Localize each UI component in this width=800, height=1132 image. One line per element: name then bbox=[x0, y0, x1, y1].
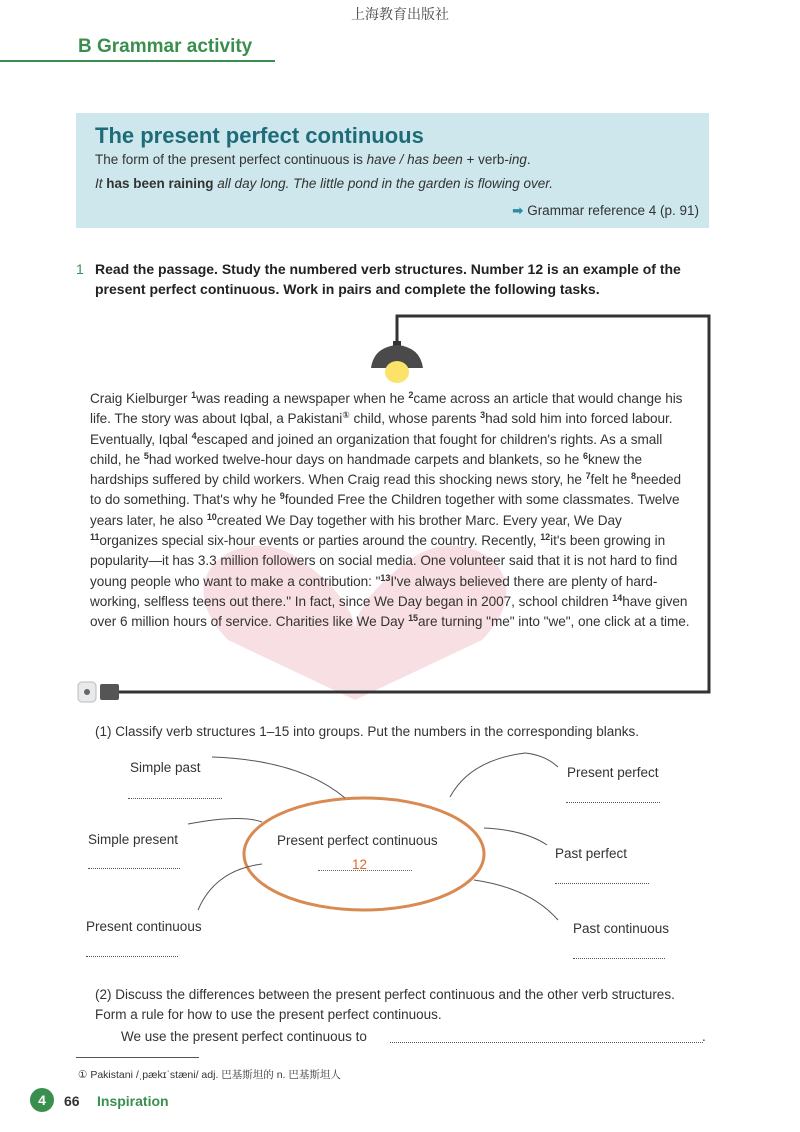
blank-simple-past[interactable] bbox=[128, 798, 222, 799]
center-ellipse bbox=[244, 798, 484, 910]
passage-text-segment: organizes special six-hour events or parties around the country. Recently, bbox=[99, 533, 541, 549]
example-rest: all day long. The little pond in the garden is flowing over. bbox=[213, 176, 553, 191]
label-present-perfect: Present perfect bbox=[567, 765, 659, 780]
passage-text-segment: created We Day together with his brother Marc. Every year, We Day bbox=[216, 512, 622, 528]
rule-end-period: . bbox=[702, 1029, 706, 1044]
verb-structure-number: ① bbox=[342, 410, 350, 421]
passage-text-segment: I've always believed there are plenty of hard-working, selfless teens out there." In fact, since We Day began in 2007, school children bbox=[90, 573, 658, 609]
label-past-continuous: Past continuous bbox=[573, 921, 670, 936]
unit-title: Inspiration bbox=[97, 1093, 169, 1109]
rule-answer-blank[interactable] bbox=[390, 1042, 703, 1043]
question-2-text: (2) Discuss the differences between the present perfect continuous and the other verb structures. Form a rule for how to use the present perfect continuous. bbox=[95, 987, 675, 1022]
arrow-right-icon: ➡ bbox=[512, 203, 528, 218]
passage-text-segment: child, whose parents bbox=[349, 411, 481, 427]
form-suffix: + verb- bbox=[462, 152, 509, 167]
passage-text-segment: came across an article that would change his life. The story was about Iqbal, a Pakistani bbox=[90, 391, 683, 427]
label-simple-past: Simple past bbox=[130, 760, 201, 775]
passage-text-segment: knew the hardships suffered by child workers. When Craig read this shocking news story, he bbox=[90, 451, 643, 488]
connector-line bbox=[198, 864, 262, 910]
example-bold: has been raining bbox=[106, 176, 214, 191]
verb-structure-number: 12 bbox=[540, 532, 551, 543]
verb-structure-number: 11 bbox=[90, 532, 100, 543]
form-end: . bbox=[526, 152, 531, 167]
verb-structure-number: 7 bbox=[585, 471, 591, 482]
form-italic: have / has been bbox=[366, 152, 463, 167]
verb-structure-number: 15 bbox=[408, 613, 418, 624]
example-it: It bbox=[95, 176, 107, 191]
question-1-text: (1) Classify verb structures 1–15 into groups. Put the numbers in the corresponding blanks. bbox=[95, 724, 640, 739]
verb-structure-number: 13 bbox=[380, 572, 391, 583]
answer-present-perfect-continuous: 12 bbox=[352, 857, 368, 872]
publisher-name: 上海教育出版社 bbox=[351, 7, 449, 23]
verb-structure-number: 5 bbox=[143, 450, 149, 461]
connector-line bbox=[188, 818, 262, 824]
passage-text-segment: Craig Kielburger bbox=[90, 391, 192, 406]
passage-text-segment: it's been growing in popularity—it has 3.3 million followers on social media. One volunteer said that it is not hard to find young people who want to make a contribution: " bbox=[90, 533, 678, 589]
verb-structure-number: 4 bbox=[191, 430, 197, 441]
passage-text-segment: needed to do something. That's why he bbox=[90, 472, 681, 508]
blank-present-perfect[interactable] bbox=[566, 802, 660, 803]
grammar-box-title: The present perfect continuous bbox=[95, 123, 424, 148]
footnote-divider bbox=[76, 1057, 199, 1058]
blank-present-perfect-continuous[interactable] bbox=[318, 870, 412, 871]
passage-text-segment: had sold him into forced labour. Eventually, Iqbal bbox=[90, 411, 673, 447]
unit-badge: 4 bbox=[30, 1088, 54, 1112]
connector-line bbox=[484, 828, 547, 845]
passage-text-segment: had worked twelve-hour days on handmade carpets and blankets, so he bbox=[148, 451, 584, 467]
blank-present-continuous[interactable] bbox=[86, 956, 178, 957]
verb-structure-number: 3 bbox=[480, 410, 486, 421]
task-number: 1 bbox=[76, 261, 84, 277]
blank-past-continuous[interactable] bbox=[573, 958, 665, 959]
label-present-perfect-continuous: Present perfect continuous bbox=[277, 833, 438, 848]
verb-structure-number: 1 bbox=[191, 390, 197, 400]
form-prefix: The form of the present perfect continuous is bbox=[95, 152, 367, 167]
passage-text-segment: escaped and joined an organization that fought for children's rights. As a small child, he bbox=[90, 431, 663, 467]
verb-structure-number: 9 bbox=[279, 491, 285, 502]
passage-text-segment: was reading a newspaper when he bbox=[196, 391, 409, 406]
label-simple-present: Simple present bbox=[88, 832, 179, 847]
verb-structure-number: 8 bbox=[630, 471, 636, 482]
passage-text-segment: are turning "me" into "we", one click at a time. bbox=[418, 614, 690, 630]
blank-past-perfect[interactable] bbox=[555, 883, 649, 884]
task-instruction: Read the passage. Study the numbered verb structures. Number 12 is an example of the present perfect continuous. Work in pairs and complete the following tasks. bbox=[95, 261, 681, 297]
passage-text-segment: have given over 6 million hours of service. Charities like We Day bbox=[90, 593, 688, 630]
connector-line bbox=[450, 753, 558, 797]
grammar-reference-text: Grammar reference 4 (p. 91) bbox=[527, 203, 699, 218]
passage-text-segment: founded Free the Children together with some classmates. Twelve years later, he also bbox=[90, 492, 680, 528]
blank-simple-present[interactable] bbox=[88, 868, 180, 869]
connector-line bbox=[474, 880, 558, 920]
passage-text-segment: felt he bbox=[590, 472, 631, 488]
label-past-perfect: Past perfect bbox=[555, 846, 628, 861]
label-present-continuous: Present continuous bbox=[86, 919, 202, 934]
connector-line bbox=[212, 757, 345, 798]
verb-structure-number: 14 bbox=[612, 592, 623, 603]
verb-structure-number: 10 bbox=[206, 511, 217, 522]
verb-structure-number: 6 bbox=[583, 450, 588, 461]
section-title: B Grammar activity bbox=[78, 36, 253, 57]
footnote: ① Pakistani /ˌpækɪˈstæni/ adj. 巴基斯坦的 n. 巴基斯坦人 bbox=[78, 1069, 341, 1081]
page-number: 66 bbox=[64, 1093, 80, 1109]
verb-structure-number: 2 bbox=[408, 390, 414, 400]
rule-prompt: We use the present perfect continuous to bbox=[121, 1029, 367, 1044]
form-ing: ing bbox=[508, 152, 527, 167]
